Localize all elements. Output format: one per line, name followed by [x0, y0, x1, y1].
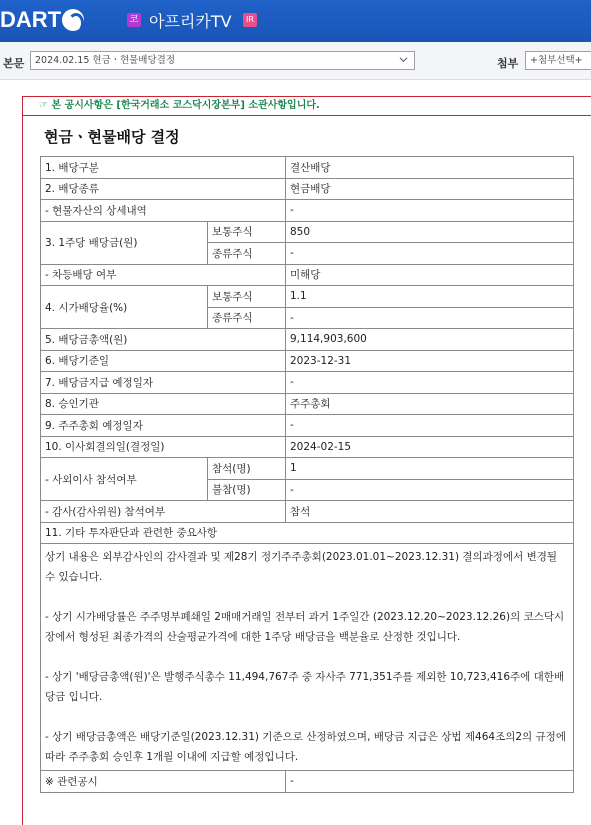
page-title: 현금ㆍ현물배당 결정: [44, 128, 180, 146]
cell-sublabel: 종류주식: [208, 243, 286, 265]
table-row: [41, 393, 574, 415]
cell-value: 참석: [286, 501, 574, 523]
cell-value: 850: [286, 221, 574, 243]
chevron-down-icon: [399, 55, 408, 64]
notice-text: ☞ 본 공시사항은 [한국거래소 코스닥시장본부] 소관사항입니다.: [39, 100, 320, 111]
cell-label: 1. 배당구분: [41, 157, 286, 179]
table-row: [41, 522, 574, 544]
note-paragraph: - 상기 시가배당률은 주주명부폐쇄일 2매매거래일 전부터 과거 1주일간 (2023.12.20~2023.12.26)의 코스닥시장에서 형성된 최종가격의 산술평균가격에 대한 1주당 배당금을 백분율로 산정한 것입니다.: [45, 611, 565, 643]
cell-label: 11. 기타 투자판단과 관련한 중요사항: [41, 522, 574, 544]
table-row: [41, 771, 574, 793]
attach-select[interactable]: [525, 51, 591, 70]
cell-label: 3. 1주당 배당금(원): [41, 221, 208, 264]
cell-label: - 사외이사 참석여부: [41, 458, 208, 501]
attach-label: 첨부: [497, 57, 519, 70]
cell-sublabel: 불참(명): [208, 479, 286, 501]
table-row: [41, 372, 574, 394]
document-toolbar: [0, 42, 591, 80]
cell-value: -: [286, 479, 574, 501]
cell-label: - 감사(감사위원) 참석여부: [41, 501, 286, 523]
cell-value: -: [286, 771, 574, 793]
cell-value: 2023-12-31: [286, 350, 574, 372]
table-row: [41, 501, 574, 523]
cell-value: 1.1: [286, 286, 574, 308]
note-paragraph: - 상기 '배당금총액(원)'은 발행주식총수 11,494,767주 중 자사주 771,351주를 제외한 10,723,416주에 대한배당금 입니다.: [45, 671, 565, 703]
dividend-table: [40, 156, 574, 793]
cell-value: 결산배당: [286, 157, 574, 179]
table-row: [41, 200, 574, 222]
attach-select-value: +첨부선택+: [530, 55, 583, 66]
cell-value: 9,114,903,600: [286, 329, 574, 351]
table-row: [41, 264, 574, 286]
logo-text: DART: [0, 7, 62, 32]
dart-logo[interactable]: [0, 6, 84, 34]
kosdaq-badge: 코: [127, 13, 141, 27]
table-row: [41, 350, 574, 372]
table-row: [41, 458, 574, 480]
cell-value: -: [286, 243, 574, 265]
cell-label: - 차등배당 여부: [41, 264, 286, 286]
cell-value: 현금배당: [286, 178, 574, 200]
cell-label: 5. 배당금총액(원): [41, 329, 286, 351]
table-row: [41, 329, 574, 351]
cell-value: 미해당: [286, 264, 574, 286]
ir-badge[interactable]: IR: [243, 13, 257, 27]
cell-label: 8. 승인기관: [41, 393, 286, 415]
cell-sublabel: 보통주식: [208, 221, 286, 243]
cell-label: 7. 배당금지급 예정일자: [41, 372, 286, 394]
report-select-value: 2024.02.15 현금ㆍ현물배당결정: [35, 55, 176, 66]
table-row: [41, 178, 574, 200]
note-paragraph: - 상기 배당금총액은 배당기준일(2023.12.31) 기준으로 산정하였으며, 배당금 지급은 상법 제464조의2의 규정에 따라 주주총회 승인후 1개월 이내에 지급할 예정입니다.: [45, 731, 566, 763]
report-select[interactable]: [30, 51, 415, 70]
table-row: [41, 436, 574, 458]
cell-label: 4. 시가배당율(%): [41, 286, 208, 329]
table-row: [41, 221, 574, 243]
cell-label: ※ 관련공시: [41, 771, 286, 793]
cell-value: 2024-02-15: [286, 436, 574, 458]
cell-label: - 현물자산의 상세내역: [41, 200, 286, 222]
cell-sublabel: 보통주식: [208, 286, 286, 308]
table-row: [41, 415, 574, 437]
cell-value: -: [286, 307, 574, 329]
cell-label: 6. 배당기준일: [41, 350, 286, 372]
company-name[interactable]: 아프리카TV: [149, 12, 232, 31]
notes-cell: [41, 544, 574, 771]
cell-label: 10. 이사회결의일(결정일): [41, 436, 286, 458]
cell-sublabel: 종류주식: [208, 307, 286, 329]
cell-value: 주주총회: [286, 393, 574, 415]
table-row: [41, 157, 574, 179]
cell-sublabel: 참석(명): [208, 458, 286, 480]
table-row: [41, 286, 574, 308]
note-paragraph: 상기 내용은 외부감사인의 감사결과 및 제28기 정기주주총회(2023.01.01~2023.12.31) 결의과정에서 변경될 수 있습니다.: [45, 551, 558, 583]
jurisdiction-notice: [22, 96, 591, 116]
cell-label: 2. 배당종류: [41, 178, 286, 200]
cell-value: -: [286, 200, 574, 222]
top-header: [0, 0, 591, 42]
cell-value: -: [286, 415, 574, 437]
logo-mark-icon: [62, 9, 84, 31]
cell-label: 9. 주주총회 예정일자: [41, 415, 286, 437]
cell-value: 1: [286, 458, 574, 480]
cell-value: -: [286, 372, 574, 394]
body-label: 본문: [3, 57, 25, 70]
table-row: [41, 544, 574, 771]
